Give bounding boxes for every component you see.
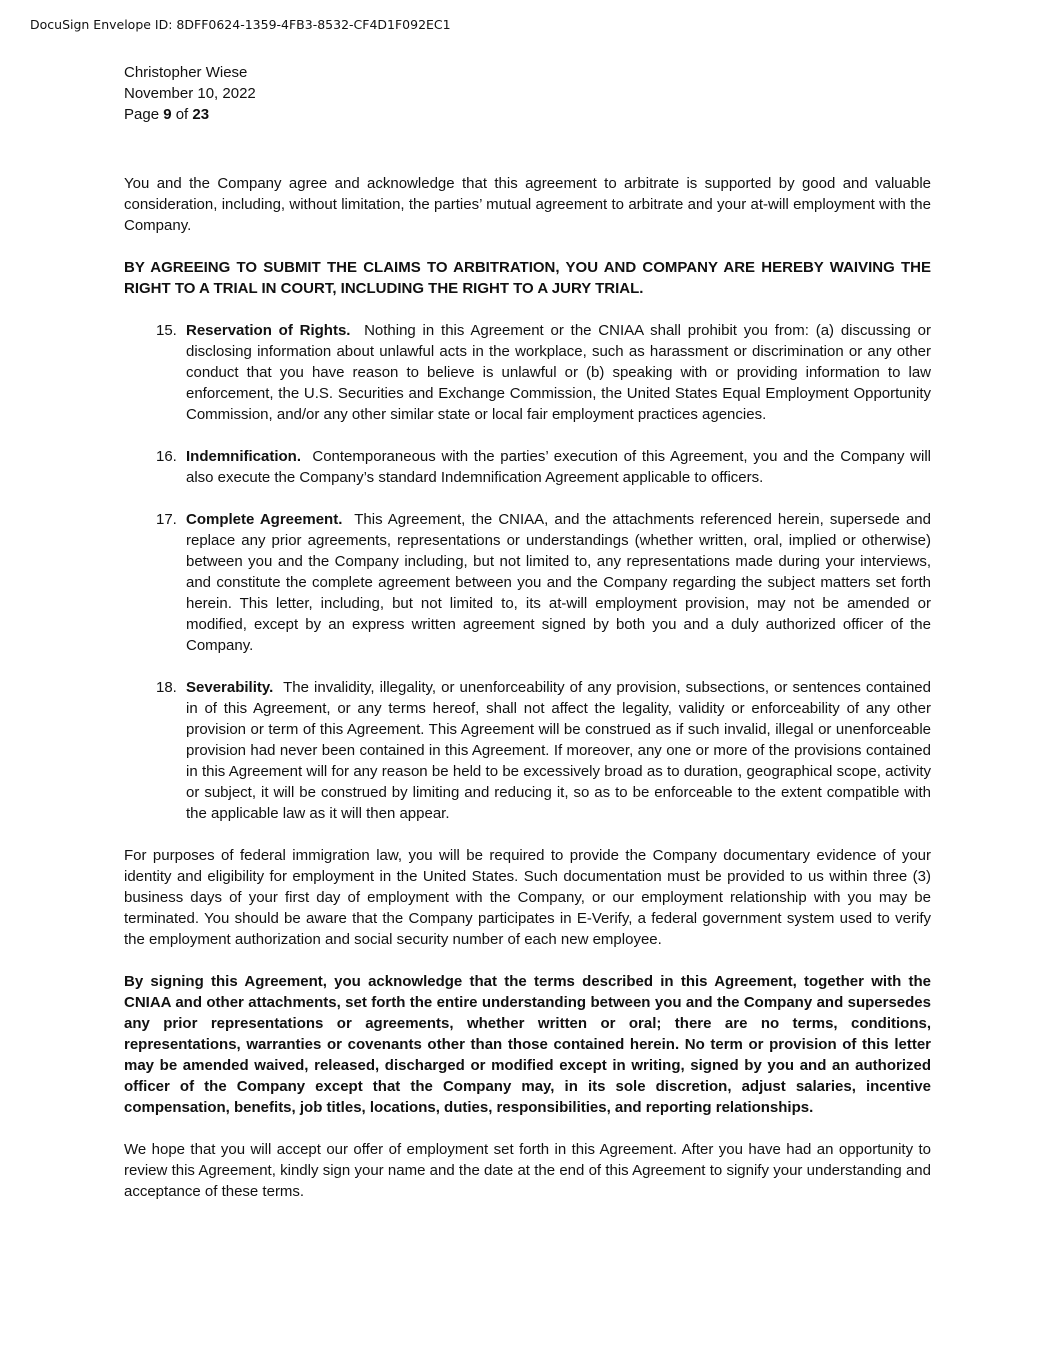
recipient-name: Christopher Wiese xyxy=(124,64,248,81)
letter-header xyxy=(124,62,256,125)
acknowledgement-paragraph: By signing this Agreement, you acknowledge that the terms described in this Agreement, together with the CNIAA and other attachments, set forth the entire understanding between you and the Company and supersedes any prior representations or agreements, whether written or oral; there are no terms, conditions, representations, warranties or covenants other than those contained herein. No term or provision of this letter may be amended waived, released, discharged or modified except in writing, signed by you and an authorized officer of the Company except that the Company may, in its sole discretion, adjust salaries, incentive compensation, benefits, job titles, locations, duties, responsibilities, and reporting relationships. xyxy=(124,973,931,1116)
clause-15 xyxy=(124,320,931,425)
arbitration-consideration-paragraph: You and the Company agree and acknowledge that this agreement to arbitrate is supported by good and valuable consideration, including, without limitation, the parties’ mutual agreement to arbitrate and your at-will employment with the Company. xyxy=(124,175,931,234)
clause-number: 18. xyxy=(156,679,177,696)
clause-title: Reservation of Rights. xyxy=(186,322,351,339)
clause-18 xyxy=(124,677,931,824)
docusign-envelope-id: DocuSign Envelope ID: 8DFF0624-1359-4FB3-8532-CF4D1F092EC1 xyxy=(30,17,451,32)
clause-number: 17. xyxy=(156,511,177,528)
immigration-paragraph: For purposes of federal immigration law, you will be required to provide the Company documentary evidence of your identity and eligibility for employment in the United States. Such documentation must be provided to us within three (3) business days of your first day of employment with the Company, or our employment relationship with you may be terminated. You should be aware that the Company participates in E-Verify, a federal government system used to verify the employment authorization and social security number of each new employee. xyxy=(124,847,931,948)
clause-body xyxy=(186,446,931,488)
letter-body xyxy=(124,173,931,1223)
clause-title: Indemnification. xyxy=(186,448,302,465)
clause-body xyxy=(186,320,931,425)
clause-body xyxy=(186,509,931,656)
clause-number: 16. xyxy=(156,448,177,465)
page-number xyxy=(124,104,256,125)
clause-text: This Agreement, the CNIAA, and the attachments referenced herein, supersede and replace any prior agreements, representations or understandings (whether written, oral, implied or otherwise) between you and the Company including, but not limited to, any representations made during your interviews, and constitute the complete agreement between you and the Company regarding the subject matters set forth herein. This letter, including, but not limited to, its at-will employment provision, may not be amended or modified, except by an express written agreement signed by both you and a duly authorized officer of the Company. xyxy=(186,511,931,654)
page-total: 23 xyxy=(192,106,210,123)
clause-16 xyxy=(124,446,931,488)
clause-body xyxy=(186,677,931,824)
page-current: 9 xyxy=(163,106,172,123)
clause-text: Nothing in this Agreement or the CNIAA shall prohibit you from: (a) discussing or disclosing information about unlawful acts in the workplace, such as harassment or discrimination or any other conduct that you have reason to believe is unlawful or (b) speaking with or providing information to law enforcement, the U.S. Securities and Exchange Commission, the United States Equal Employment Opportunity Commission, and/or any other similar state or local fair employment practices agencies. xyxy=(186,322,931,423)
letter-date: November 10, 2022 xyxy=(124,85,256,102)
jury-waiver-paragraph: BY AGREEING TO SUBMIT THE CLAIMS TO ARBITRATION, YOU AND COMPANY ARE HEREBY WAIVING THE RIGHT TO A TRIAL IN COURT, INCLUDING THE RIGHT TO A JURY TRIAL. xyxy=(124,259,931,297)
page-of: of xyxy=(171,106,193,123)
clause-title: Complete Agreement. xyxy=(186,511,343,528)
page-prefix: Page xyxy=(124,106,164,123)
clause-number: 15. xyxy=(156,322,177,339)
clause-text: Contemporaneous with the parties’ execution of this Agreement, you and the Company will also execute the Company’s standard Indemnification Agreement applicable to officers. xyxy=(186,448,931,486)
closing-paragraph: We hope that you will accept our offer of employment set forth in this Agreement. After you have had an opportunity to review this Agreement, kindly sign your name and the date at the end of this Agreement to signify your understanding and acceptance of these terms. xyxy=(124,1141,931,1200)
clause-17 xyxy=(124,509,931,656)
clause-text: The invalidity, illegality, or unenforceability of any provision, subsections, or sentences contained in of this Agreement, or any terms hereof, shall not affect the legality, validity or enforceability of any other provision or term of this Agreement. This Agreement will be construed as if such invalid, illegal or unenforceable provision had never been contained in this Agreement. If moreover, any one or more of the provisions contained in this Agreement will for any reason be held to be excessively broad as to duration, geographical scope, activity or subject, it will be construed by limiting and reducing it, so as to be enforceable to the extent compatible with the applicable law as it will then appear. xyxy=(186,679,931,822)
clause-title: Severability. xyxy=(186,679,274,696)
